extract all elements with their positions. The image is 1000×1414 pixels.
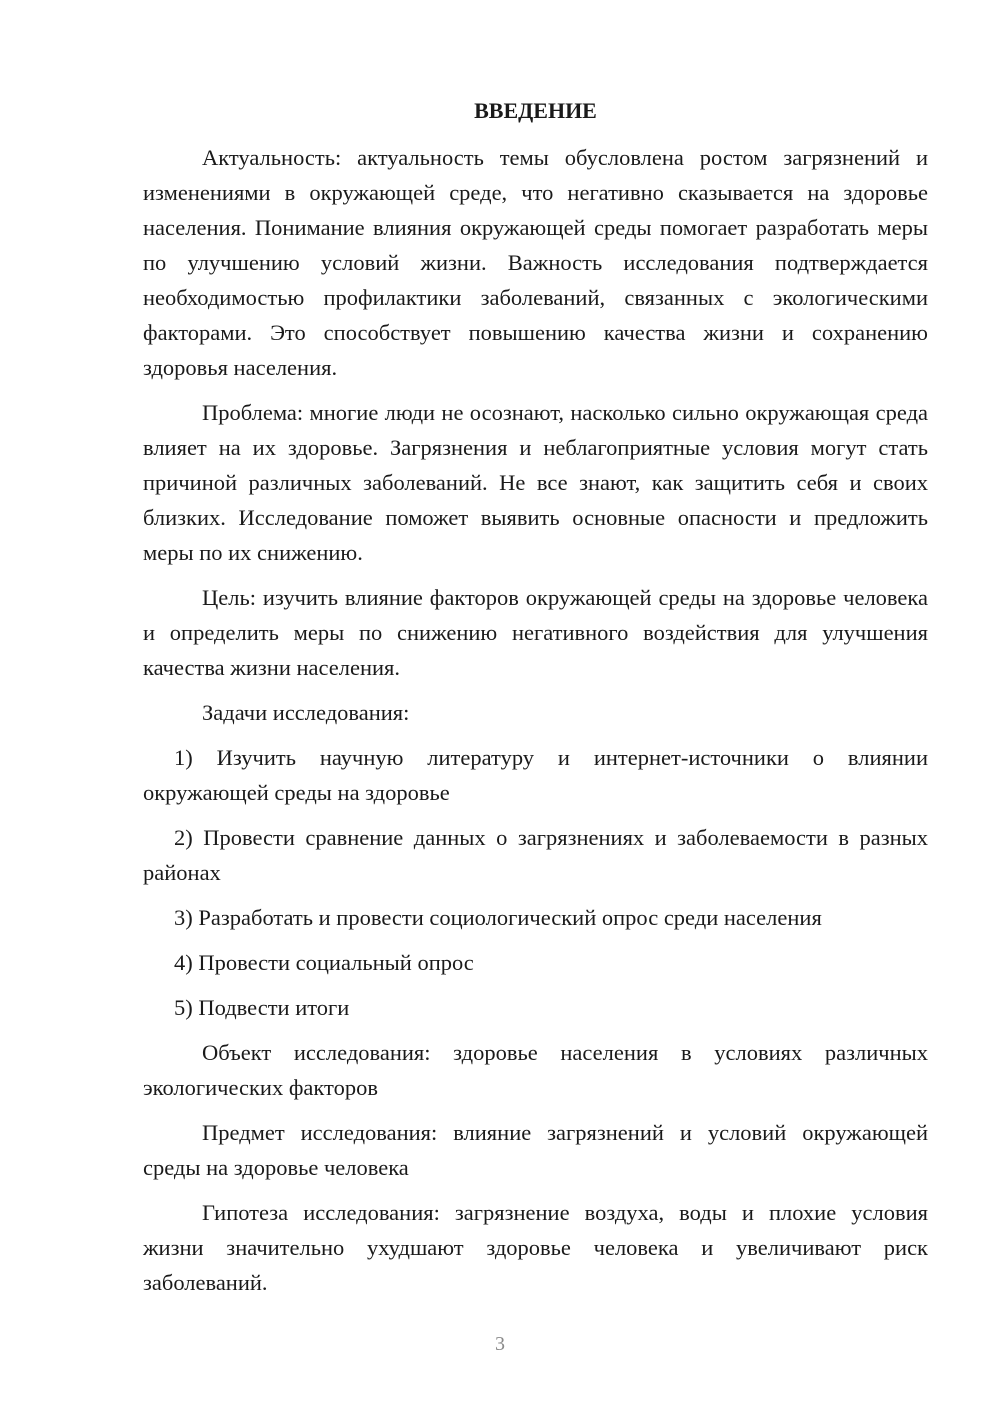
tasks-heading: Задачи исследования: — [202, 700, 410, 725]
list-item: 1) Изучить научную литературу и интернет-источники о влиянии окружающей среды на здоровье — [143, 745, 928, 805]
problem-paragraph: Проблема: многие люди не осознают, насколько сильно окружающая среда влияет на их здоровье. Загрязнения и неблагоприятные условия могут стать причиной различных заболеваний. Не все знают, как защитить себя и своих близких. Исследование поможет выявить основные опасности и предложить меры по их снижению. — [143, 400, 928, 565]
tasks-list — [143, 740, 928, 1025]
subject-paragraph: Предмет исследования: влияние загрязнений и условий окружающей среды на здоровье человека — [143, 1120, 928, 1180]
list-item: 3) Разработать и провести социологический опрос среди населения — [174, 905, 822, 930]
list-item: 2) Провести сравнение данных о загрязнениях и заболеваемости в разных районах — [143, 825, 928, 885]
hypothesis-paragraph: Гипотеза исследования: загрязнение воздуха, воды и плохие условия жизни значительно ухудшают здоровье человека и увеличивают риск заболеваний. — [143, 1200, 928, 1295]
section-title: ВВЕДЕНИЕ — [474, 98, 597, 123]
document-page — [143, 93, 928, 1310]
object-paragraph: Объект исследования: здоровье населения в условиях различных экологических факторов — [143, 1040, 928, 1100]
list-item: 4) Провести социальный опрос — [174, 950, 474, 975]
relevance-paragraph: Актуальность: актуальность темы обусловлена ростом загрязнений и изменениями в окружающей среде, что негативно сказывается на здоровье населения. Понимание влияния окружающей среды помогает разработать меры по улучшению условий жизни. Важность исследования подтверждается необходимостью профилактики заболеваний, связанных с экологическими факторами. Это способствует повышению качества жизни и сохранению здоровья населения. — [143, 145, 928, 380]
goal-paragraph: Цель: изучить влияние факторов окружающей среды на здоровье человека и определить меры по снижению негативного воздействия для улучшения качества жизни населения. — [143, 585, 928, 680]
page-number: 3 — [495, 1333, 505, 1355]
list-item: 5) Подвести итоги — [174, 995, 350, 1020]
